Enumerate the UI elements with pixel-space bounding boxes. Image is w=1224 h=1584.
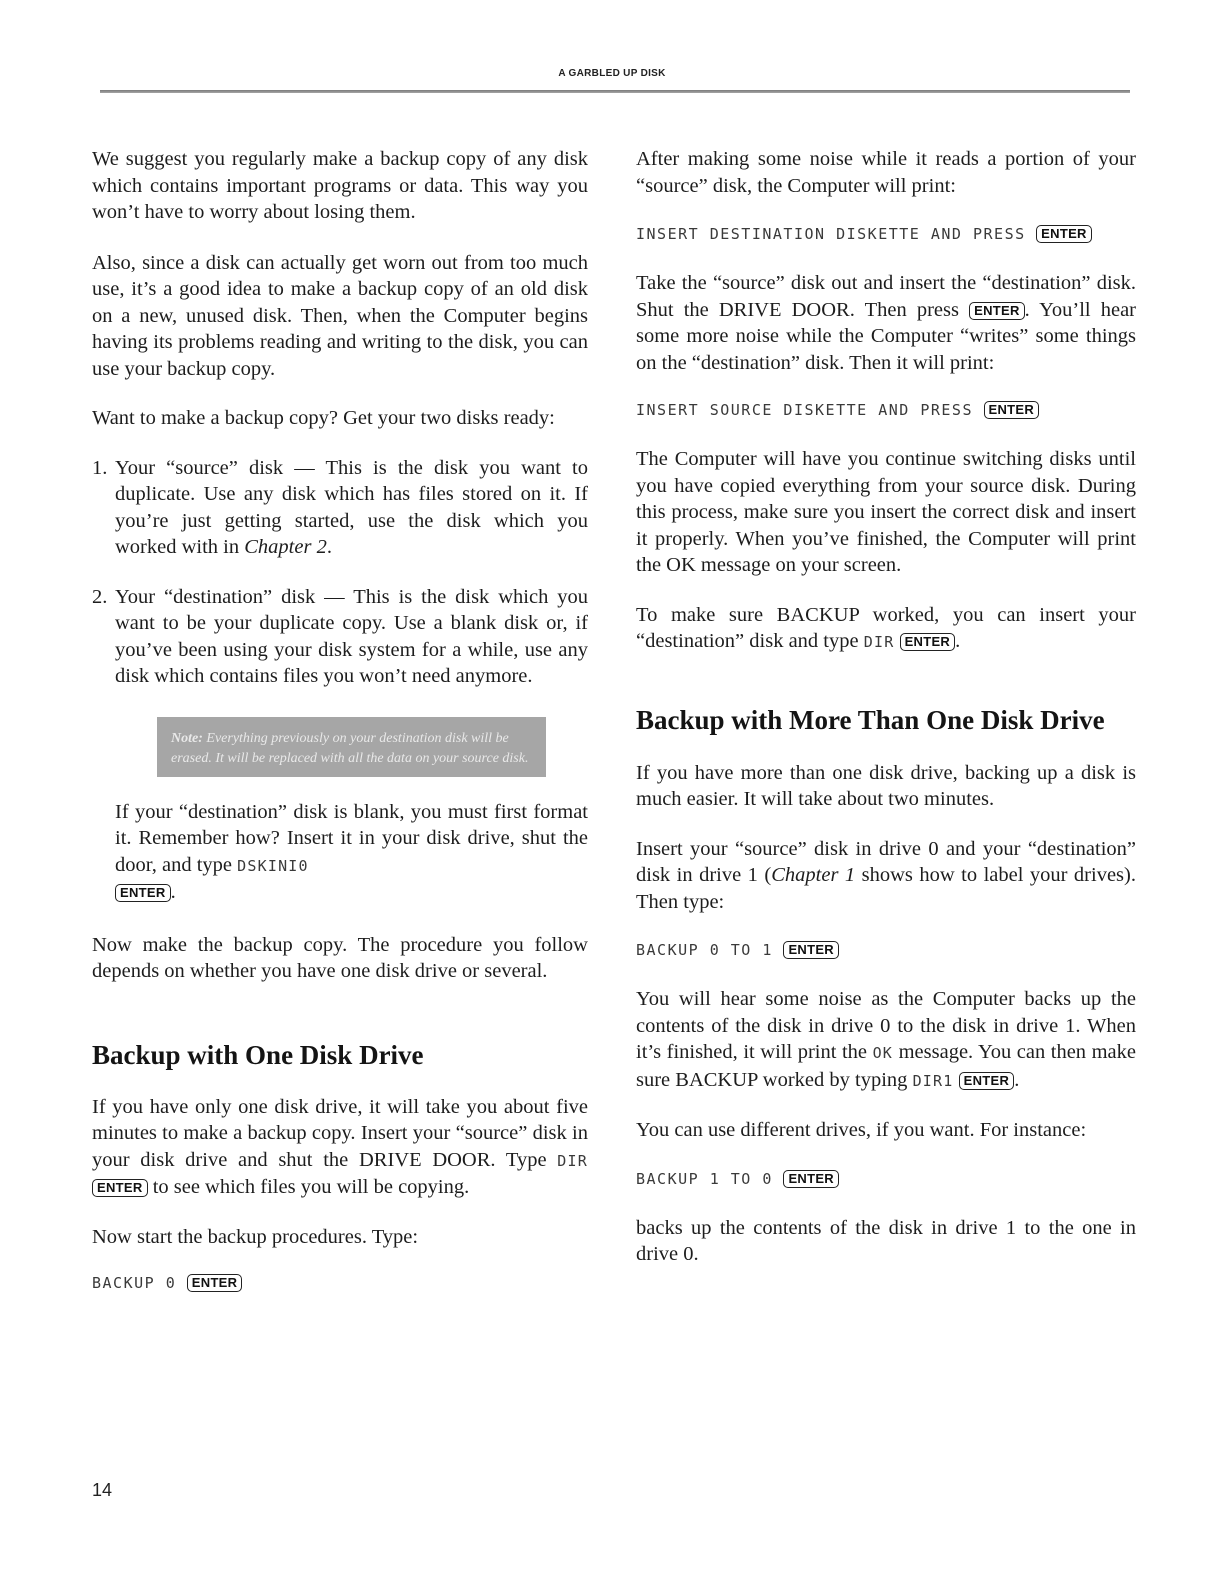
disk-list — [92, 455, 588, 906]
enter-key-icon: ENTER — [1036, 225, 1092, 243]
enter-key-icon: ENTER — [115, 884, 171, 902]
list-item-source — [92, 455, 588, 561]
page-number: 14 — [92, 1480, 113, 1500]
noise-tail: . — [1014, 1068, 1020, 1091]
code-text: INSERT DESTINATION DISKETTE AND PRESS — [636, 225, 1037, 243]
enter-key-icon: ENTER — [959, 1072, 1015, 1090]
verify-text: To make sure BACKUP worked, you can insert your “destination” disk and type — [636, 603, 1136, 652]
list-number: 2. — [92, 585, 108, 608]
chapter-reference: Chapter 1 — [771, 864, 856, 886]
left-column — [92, 146, 588, 1296]
code-insert-source — [636, 397, 1136, 423]
paragraph-insert-drives — [636, 836, 1136, 916]
list-item-destination — [92, 584, 588, 906]
enter-key-icon: ENTER — [783, 1170, 839, 1188]
noise-text-b: message. You can then make sure BACKUP worked by typing — [636, 1041, 1136, 1091]
heading-more-than-one-drive: Backup with More Than One Disk Drive — [636, 704, 1105, 735]
format-text: If your “destination” disk is blank, you must first format it. Remember how? Insert it in your disk drive, shut the door, and type — [115, 800, 588, 876]
paragraph-swap-disks — [636, 270, 1136, 376]
header-rule — [100, 90, 1130, 93]
note-text: Everything previously on your destination disk will be erased. It will be replaced with all the data on your source disk. — [171, 730, 529, 766]
format-tail: . — [170, 881, 176, 903]
list-item-text — [115, 455, 588, 561]
paragraph-hear-noise — [636, 986, 1136, 1094]
list-item-text-b: . — [326, 536, 332, 558]
note-box — [157, 717, 546, 777]
insert-drives-tail: shows how to label your drives). Then type: — [636, 864, 1136, 913]
swap-tail: . You’ll hear some more noise while the Computer “writes” some things on the “destination” disk. Then it will print: — [636, 298, 1137, 374]
swap-text: Take the “source” disk out and insert the “destination” disk. Shut the DRIVE DOOR. Then press — [636, 272, 1136, 321]
chapter-reference: Chapter 2 — [244, 536, 327, 558]
one-drive-tail: to see which files you will be copying. — [147, 1176, 470, 1198]
enter-key-icon: ENTER — [900, 633, 956, 651]
heading-one-disk-drive: Backup with One Disk Drive — [92, 1039, 424, 1070]
list-number: 1. — [92, 456, 108, 479]
enter-key-icon: ENTER — [783, 941, 839, 959]
running-head: A GARBLED UP DISK — [558, 68, 666, 79]
code-text: INSERT SOURCE DISKETTE AND PRESS — [636, 401, 984, 419]
code-text: BACKUP 0 TO 1 — [636, 941, 784, 959]
code-backup-0 — [92, 1270, 588, 1296]
code-text: BACKUP 0 — [92, 1274, 187, 1292]
code-text: BACKUP 1 TO 0 — [636, 1169, 784, 1188]
note-label: Note: — [171, 730, 203, 746]
paragraph-multi-drive: If you have more than one disk drive, backing up a disk is much easier. It will take about two minutes. — [636, 761, 1136, 810]
enter-key-icon: ENTER — [92, 1179, 148, 1197]
command-dir1: DIR1 — [912, 1071, 954, 1090]
code-backup-0-to-1 — [636, 937, 1136, 963]
list-item-text: Your “destination” disk — This is the disk which you want to be your duplicate copy. Use a blank disk or, if you’ve been using your disk system for a while, use any disk which contains files you won’t need anymore. — [115, 585, 588, 687]
paragraph-worn-disk: Also, since a disk can actually get worn out from too much use, it’s a good idea to make a backup copy of an old disk on a new, unused disk. Then, when the Computer begins having its problems reading and writing to the disk, you can use your backup copy. — [92, 251, 588, 380]
command-dskini: DSKINI0 — [237, 856, 309, 875]
paragraph-make-backup: Now make the backup copy. The procedure you follow depends on whether you have one disk drive or several. — [92, 933, 588, 982]
noise-text: You will hear some noise as the Computer backs up the contents of the disk in drive 0 to the disk in drive 1. When it’s finished, it will print the — [636, 988, 1136, 1063]
paragraph-one-drive — [92, 1094, 588, 1201]
right-column — [636, 146, 1136, 1268]
paragraph-verify-backup — [636, 602, 1136, 656]
verify-tail: . — [955, 630, 961, 652]
paragraph-backs-up: backs up the contents of the disk in drive 1 to the one in drive 0. — [636, 1216, 1136, 1265]
list-item-text-a: Your “source” disk — This is the disk you want to duplicate. Use any disk which has files stored on it. If you’re just getting started, use the disk which you worked with in — [115, 456, 588, 558]
paragraph-computer-print: After making some noise while it reads a portion of your “source” disk, the Computer will print: — [636, 148, 1136, 197]
ok-message: OK — [872, 1044, 894, 1062]
paragraph-backup-intro: We suggest you regularly make a backup copy of any disk which contains important programs or data. This way you won’t have to worry about losing them. — [92, 148, 588, 223]
one-drive-text: If you have only one disk drive, it will take you about five minutes to make a backup copy. Insert your “source” disk in your disk drive and shut the DRIVE DOOR. Type — [92, 1095, 588, 1171]
command-dir: DIR — [863, 633, 895, 651]
command-dir: DIR — [557, 1151, 588, 1170]
enter-key-icon: ENTER — [969, 302, 1025, 320]
paragraph-different-drives: You can use different drives, if you want. For instance: — [636, 1119, 1087, 1141]
paragraph-get-disks: Want to make a backup copy? Get your two disks ready: — [92, 407, 555, 429]
paragraph-format-disk — [115, 799, 588, 906]
paragraph-continue-switching: The Computer will have you continue switching disks until you have copied everything from your source disk. During this process, make sure you insert the correct disk and insert it properly. When you’ve finished, the Computer will print the OK message on your screen. — [636, 448, 1136, 576]
enter-key-icon: ENTER — [187, 1274, 243, 1292]
code-backup-1-to-0 — [636, 1166, 1136, 1192]
paragraph-start-backup: Now start the backup procedures. Type: — [92, 1225, 419, 1248]
insert-drives-text: Insert your “source” disk in drive 0 and your “destination” disk in drive 1 ( — [636, 837, 1136, 886]
enter-key-icon: ENTER — [984, 401, 1040, 419]
code-insert-destination — [636, 221, 1136, 247]
